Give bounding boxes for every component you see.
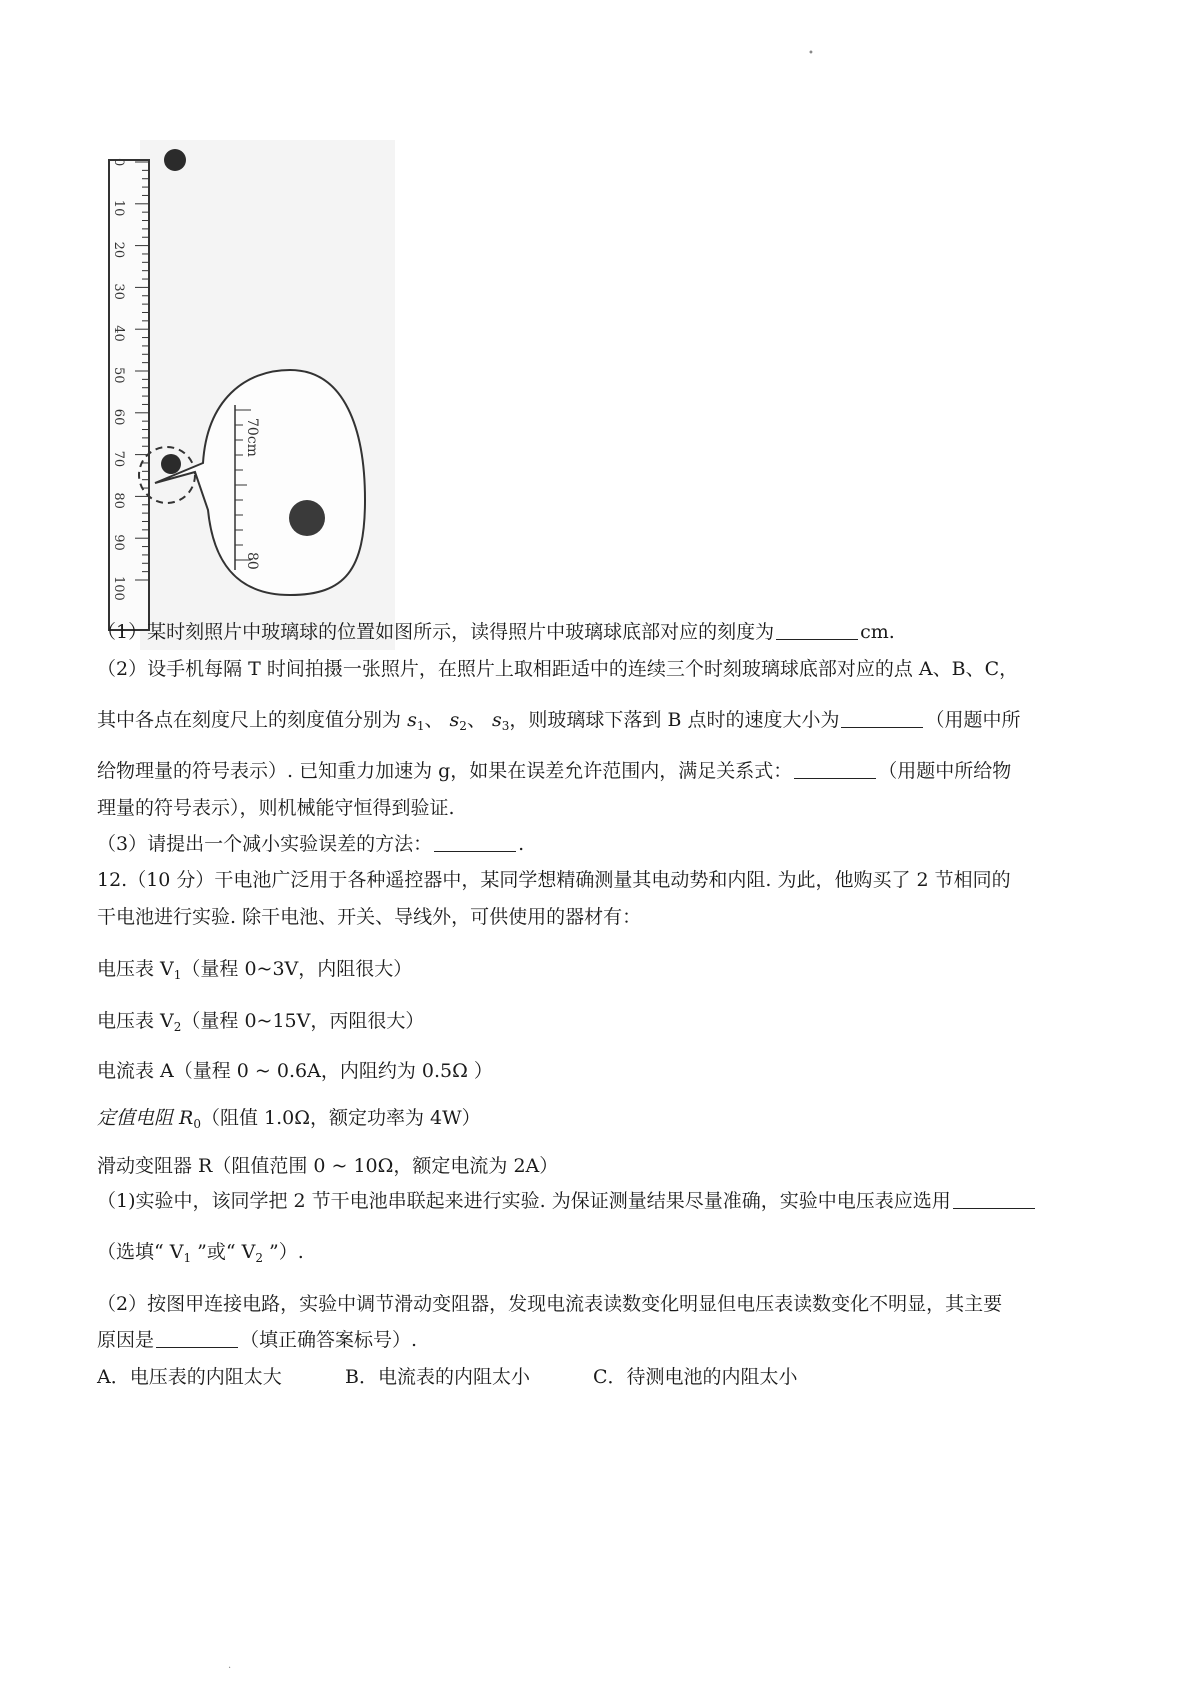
ruler-tick-label: 70 (111, 450, 126, 468)
equip-rheostat: 滑动变阻器 R（阻值范围 0 ~ 10Ω，额定电流为 2A） (97, 1155, 559, 1177)
q11-part2-line1: （2）设手机每隔 T 时间拍摄一张照片，在照片上取相距适中的连续三个时刻玻璃球底部对应的点 A、B、C， (97, 658, 1019, 680)
answer-blank (156, 1329, 238, 1348)
equip-voltmeter-v1: 电压表 $V_1$（量程 0~3V，内阻很大） (97, 958, 413, 982)
q11-part2-line2: 其中各点在刻度尺上的刻度值分别为 $s_1$、 $s_2$、 $s_3$，则玻璃球下落到 B 点时的速度大小为 （用题中所 (97, 709, 1021, 733)
ball-middle-icon (161, 454, 181, 474)
answer-blank (953, 1190, 1035, 1209)
q11-part2-line4: 理量的符号表示），则机械能守恒得到验证. (97, 797, 455, 819)
option-b: B．电流表的内阻太小 (345, 1366, 530, 1388)
ball-top-icon (164, 149, 186, 171)
equip-resistor-r0: 定值电阻 $R_0$（阻值 1.0Ω，额定功率为 4W） (97, 1107, 481, 1131)
ball-zoomed-icon (289, 500, 325, 536)
q12-part2-line2: 原因是 （填正确答案标号）. (97, 1329, 418, 1351)
top-mark: • (808, 48, 814, 59)
answer-blank (434, 833, 516, 852)
q12-part1-line1: （1)实验中，该同学把 2 节干电池串联起来进行实验. 为保证测量结果尽量准确，实验中电压表应选用 (97, 1187, 1037, 1215)
ruler-tick-label: 100 (111, 576, 126, 601)
zoom-label-top: 70cm (244, 418, 260, 457)
q12-part2-line1: （2）按图甲连接电路，实验中调节滑动变阻器，发现电流表读数变化明显但电压表读数变化不明显，其主要 (97, 1293, 1003, 1315)
answer-blank (776, 621, 858, 640)
equip-voltmeter-v2: 电压表 $V_2$（量程 0~15V，丙阻很大） (97, 1010, 425, 1034)
ruler-figure (95, 140, 395, 650)
ruler-tick-label: 90 (111, 534, 126, 551)
option-c: C．待测电池的内阻太小 (593, 1366, 798, 1388)
q12-line2: 干电池进行实验. 除干电池、开关、导线外，可供使用的器材有： (97, 906, 642, 928)
ruler-tick-label: 40 (111, 325, 126, 342)
equip-ammeter: 电流表 A（量程 0 ~ 0.6A，内阻约为 0.5Ω ） (97, 1060, 493, 1082)
option-a: A．电压表的内阻太大 (97, 1366, 282, 1388)
bottom-mark: . (228, 1660, 232, 1671)
answer-blank (841, 709, 923, 728)
q12-part1-line2: （选填“ $V_1$ ”或“ $V_2$ ”）. (97, 1241, 304, 1265)
q11-part3: （3）请提出一个减小实验误差的方法： . (97, 833, 525, 855)
zoom-label-bottom: 80 (244, 552, 260, 570)
ruler-tick-label: 30 (111, 283, 126, 300)
ruler-tick-label: 0 (111, 158, 126, 167)
ruler-tick-label: 10 (111, 199, 126, 217)
ruler-tick-label: 80 (111, 492, 126, 509)
q11-part2-line3: 给物理量的符号表示）. 已知重力加速为 g，如果在误差允许范围内，满足关系式： （用题中所给物 (97, 760, 1012, 782)
ruler (109, 160, 149, 630)
ruler-tick-label: 20 (111, 241, 126, 259)
q12-options (97, 1363, 798, 1391)
ruler-tick-label: 60 (111, 408, 126, 426)
q12-line1: 12.（10 分）干电池广泛用于各种遥控器中，某同学想精确测量其电动势和内阻. 为此，他购买了 2 节相同的 (97, 869, 1011, 891)
answer-blank (794, 760, 876, 779)
q11-part1: （1）某时刻照片中玻璃球的位置如图所示，读得照片中玻璃球底部对应的刻度为 cm. (97, 621, 895, 643)
ruler-tick-label: 50 (111, 367, 126, 384)
